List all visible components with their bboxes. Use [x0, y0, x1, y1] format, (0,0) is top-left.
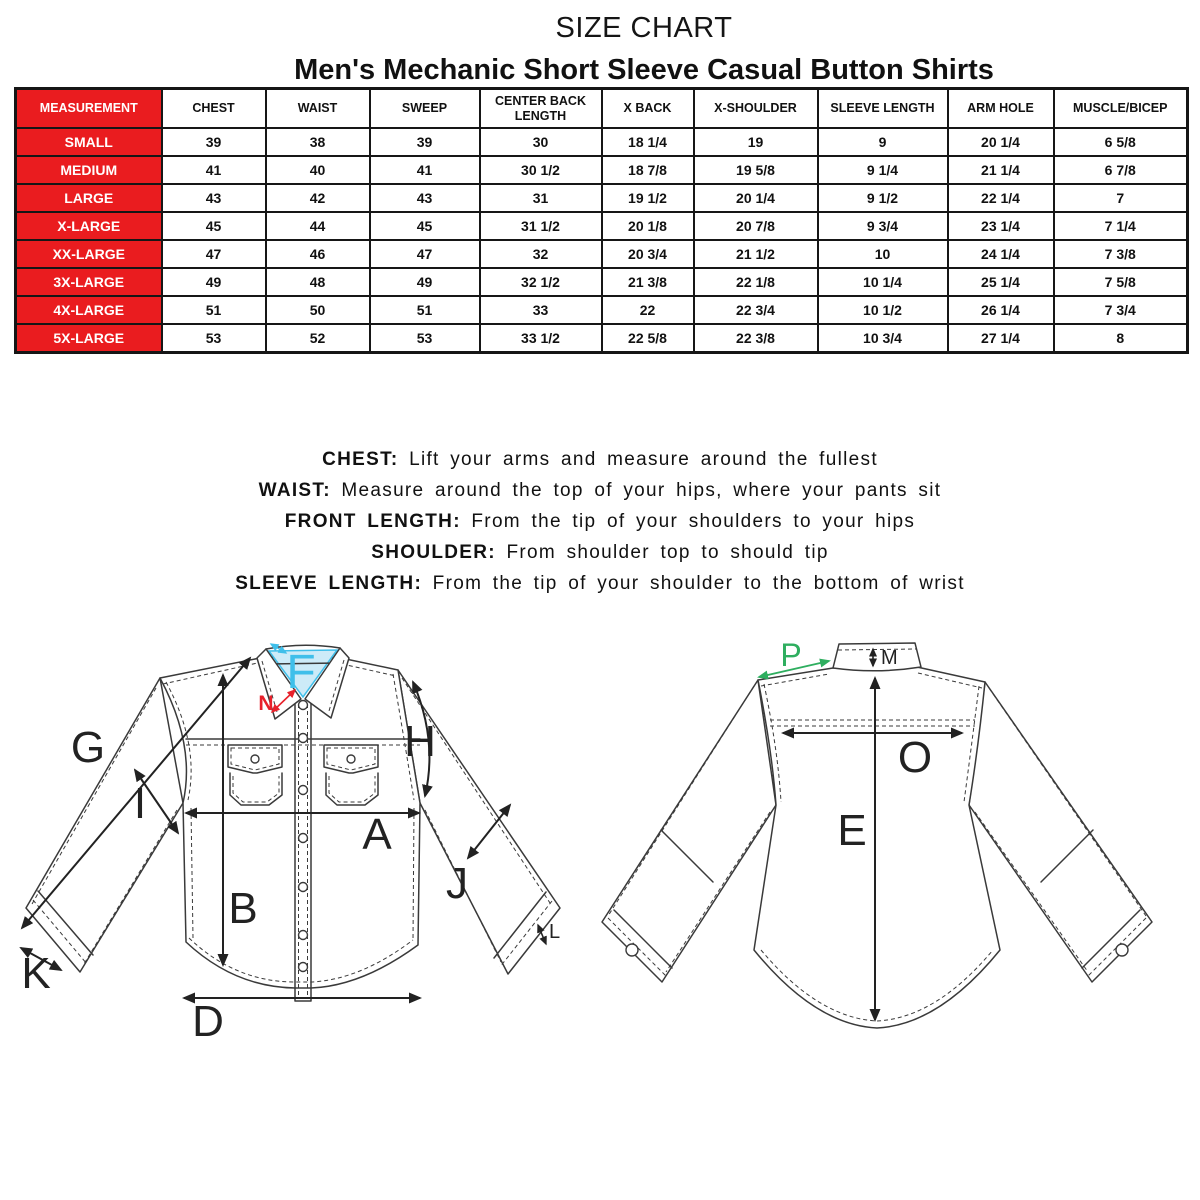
size-value: 9 3/4: [818, 212, 948, 240]
size-value: 20 1/4: [948, 128, 1054, 156]
size-value: 49: [370, 268, 480, 296]
table-row-3x-large: [16, 268, 1188, 296]
size-value: 22 3/8: [694, 324, 818, 353]
label-collar-point-N: N: [258, 692, 274, 715]
size-value: 10 1/2: [818, 296, 948, 324]
size-value: 22 1/8: [694, 268, 818, 296]
size-value: 22: [602, 296, 694, 324]
size-value: 39: [370, 128, 480, 156]
size-value: 7 3/4: [1054, 296, 1188, 324]
size-value: 41: [162, 156, 266, 184]
button: [299, 963, 308, 972]
size-value: 30: [480, 128, 602, 156]
size-table-body: [16, 128, 1188, 353]
table-row-large: [16, 184, 1188, 212]
label-forearm-J: J: [446, 859, 468, 908]
instruction-line: [0, 568, 1200, 599]
size-value: 51: [162, 296, 266, 324]
column-header: CHEST: [162, 89, 266, 129]
size-value: 47: [162, 240, 266, 268]
size-label: 5X-LARGE: [16, 324, 162, 353]
size-label: 3X-LARGE: [16, 268, 162, 296]
size-value: 48: [266, 268, 370, 296]
button: [299, 734, 308, 743]
size-value: 53: [162, 324, 266, 353]
label-armhole-I: I: [133, 779, 147, 828]
size-value: 27 1/4: [948, 324, 1054, 353]
size-value: 22 5/8: [602, 324, 694, 353]
size-value: 18 7/8: [602, 156, 694, 184]
column-header: CENTER BACK LENGTH: [480, 89, 602, 129]
shirt-front-view: [21, 644, 560, 1046]
size-value: 30 1/2: [480, 156, 602, 184]
instruction-line: [0, 475, 1200, 506]
table-row-xx-large: [16, 240, 1188, 268]
table-row-5x-large: [16, 324, 1188, 353]
size-value: 49: [162, 268, 266, 296]
button: [299, 834, 308, 843]
instruction-label: SHOULDER:: [371, 542, 507, 563]
button: [299, 883, 308, 892]
instruction-text: From shoulder top to should tip: [506, 542, 829, 563]
measure-instructions: [0, 444, 1200, 599]
size-value: 40: [266, 156, 370, 184]
size-value: 33: [480, 296, 602, 324]
size-value: 42: [266, 184, 370, 212]
size-label: MEDIUM: [16, 156, 162, 184]
instruction-text: From the tip of your shoulder to the bottom of wrist: [432, 573, 965, 594]
label-hem-width-D: D: [192, 997, 224, 1046]
size-value: 43: [370, 184, 480, 212]
size-value: 41: [370, 156, 480, 184]
size-value: 43: [162, 184, 266, 212]
size-value: 21 1/4: [948, 156, 1054, 184]
size-value: 25 1/4: [948, 268, 1054, 296]
size-value: 45: [162, 212, 266, 240]
size-value: 22 1/4: [948, 184, 1054, 212]
size-value: 45: [370, 212, 480, 240]
instruction-text: From the tip of your shoulders to your hips: [471, 511, 916, 532]
size-value: 6 5/8: [1054, 128, 1188, 156]
button: [299, 786, 308, 795]
label-sleeve-outer-G: G: [70, 723, 106, 772]
size-value: 39: [162, 128, 266, 156]
label-shoulder-P: P: [780, 637, 802, 673]
size-label: LARGE: [16, 184, 162, 212]
label-cuff-K: K: [21, 949, 51, 998]
label-front-length-B: B: [228, 884, 258, 933]
size-value: 22 3/4: [694, 296, 818, 324]
instruction-line: [0, 506, 1200, 537]
size-value: 10: [818, 240, 948, 268]
size-value: 7 1/4: [1054, 212, 1188, 240]
size-value: 6 7/8: [1054, 156, 1188, 184]
column-header: ARM HOLE: [948, 89, 1054, 129]
column-header: X-SHOULDER: [694, 89, 818, 129]
size-value: 26 1/4: [948, 296, 1054, 324]
size-value: 33 1/2: [480, 324, 602, 353]
back-body: [754, 667, 1000, 1028]
size-value: 9 1/2: [818, 184, 948, 212]
size-value: 46: [266, 240, 370, 268]
back-collar: [833, 643, 921, 671]
table-row-x-large: [16, 212, 1188, 240]
size-value: 21 1/2: [694, 240, 818, 268]
size-value: 7: [1054, 184, 1188, 212]
size-value: 21 3/8: [602, 268, 694, 296]
instruction-text: Measure around the top of your hips, where your pants sit: [341, 480, 942, 501]
cuff-button: [626, 944, 638, 956]
size-table: [14, 87, 1189, 354]
page-subtitle: Men's Mechanic Short Sleeve Casual Button Shirts: [294, 54, 994, 86]
size-value: 51: [370, 296, 480, 324]
size-value: 7 3/8: [1054, 240, 1188, 268]
instruction-line: [0, 537, 1200, 568]
column-header: X BACK: [602, 89, 694, 129]
size-value: 47: [370, 240, 480, 268]
size-label: SMALL: [16, 128, 162, 156]
label-cuff-L: L: [549, 921, 561, 943]
size-value: 50: [266, 296, 370, 324]
column-header: SWEEP: [370, 89, 480, 129]
instruction-label: WAIST:: [258, 480, 342, 501]
size-value: 31 1/2: [480, 212, 602, 240]
cuff-button: [1116, 944, 1128, 956]
shirt-back-view: [602, 637, 1152, 1028]
size-value: 24 1/4: [948, 240, 1054, 268]
size-label: 4X-LARGE: [16, 296, 162, 324]
size-value: 20 3/4: [602, 240, 694, 268]
shirt-diagrams: [0, 620, 1200, 1060]
instruction-label: FRONT LENGTH:: [284, 511, 472, 532]
label-chest-width-A: A: [362, 810, 392, 859]
size-table-head-row: [16, 89, 1188, 129]
table-row-medium: [16, 156, 1188, 184]
size-value: 19 5/8: [694, 156, 818, 184]
size-value: 20 1/8: [602, 212, 694, 240]
size-value: 19 1/2: [602, 184, 694, 212]
size-value: 23 1/4: [948, 212, 1054, 240]
size-value: 18 1/4: [602, 128, 694, 156]
size-value: 44: [266, 212, 370, 240]
column-header: SLEEVE LENGTH: [818, 89, 948, 129]
size-value: 8: [1054, 324, 1188, 353]
size-label: X-LARGE: [16, 212, 162, 240]
size-value: 53: [370, 324, 480, 353]
size-value: 19: [694, 128, 818, 156]
column-header-measurement: MEASUREMENT: [16, 89, 162, 129]
page-title: SIZE CHART: [555, 12, 733, 44]
label-collar-height-M: M: [881, 647, 898, 669]
column-header: MUSCLE/BICEP: [1054, 89, 1188, 129]
size-value: 20 7/8: [694, 212, 818, 240]
size-value: 9 1/4: [818, 156, 948, 184]
size-value: 32 1/2: [480, 268, 602, 296]
instruction-line: [0, 444, 1200, 475]
size-value: 38: [266, 128, 370, 156]
label-back-width-O: O: [897, 733, 933, 782]
label-collar-F: F: [286, 646, 316, 699]
instruction-text: Lift your arms and measure around the fullest: [409, 449, 878, 470]
column-header: WAIST: [266, 89, 370, 129]
size-value: 20 1/4: [694, 184, 818, 212]
button: [299, 931, 308, 940]
label-back-length-E: E: [837, 806, 867, 855]
table-row-4x-large: [16, 296, 1188, 324]
size-value: 10 3/4: [818, 324, 948, 353]
size-value: 10 1/4: [818, 268, 948, 296]
label-armhole-H: H: [404, 717, 436, 766]
size-value: 7 5/8: [1054, 268, 1188, 296]
size-value: 32: [480, 240, 602, 268]
size-value: 31: [480, 184, 602, 212]
size-value: 52: [266, 324, 370, 353]
instruction-label: CHEST:: [322, 449, 410, 470]
front-right-sleeve: [398, 670, 560, 974]
size-value: 9: [818, 128, 948, 156]
table-row-small: [16, 128, 1188, 156]
instruction-label: SLEEVE LENGTH:: [235, 573, 433, 594]
size-label: XX-LARGE: [16, 240, 162, 268]
